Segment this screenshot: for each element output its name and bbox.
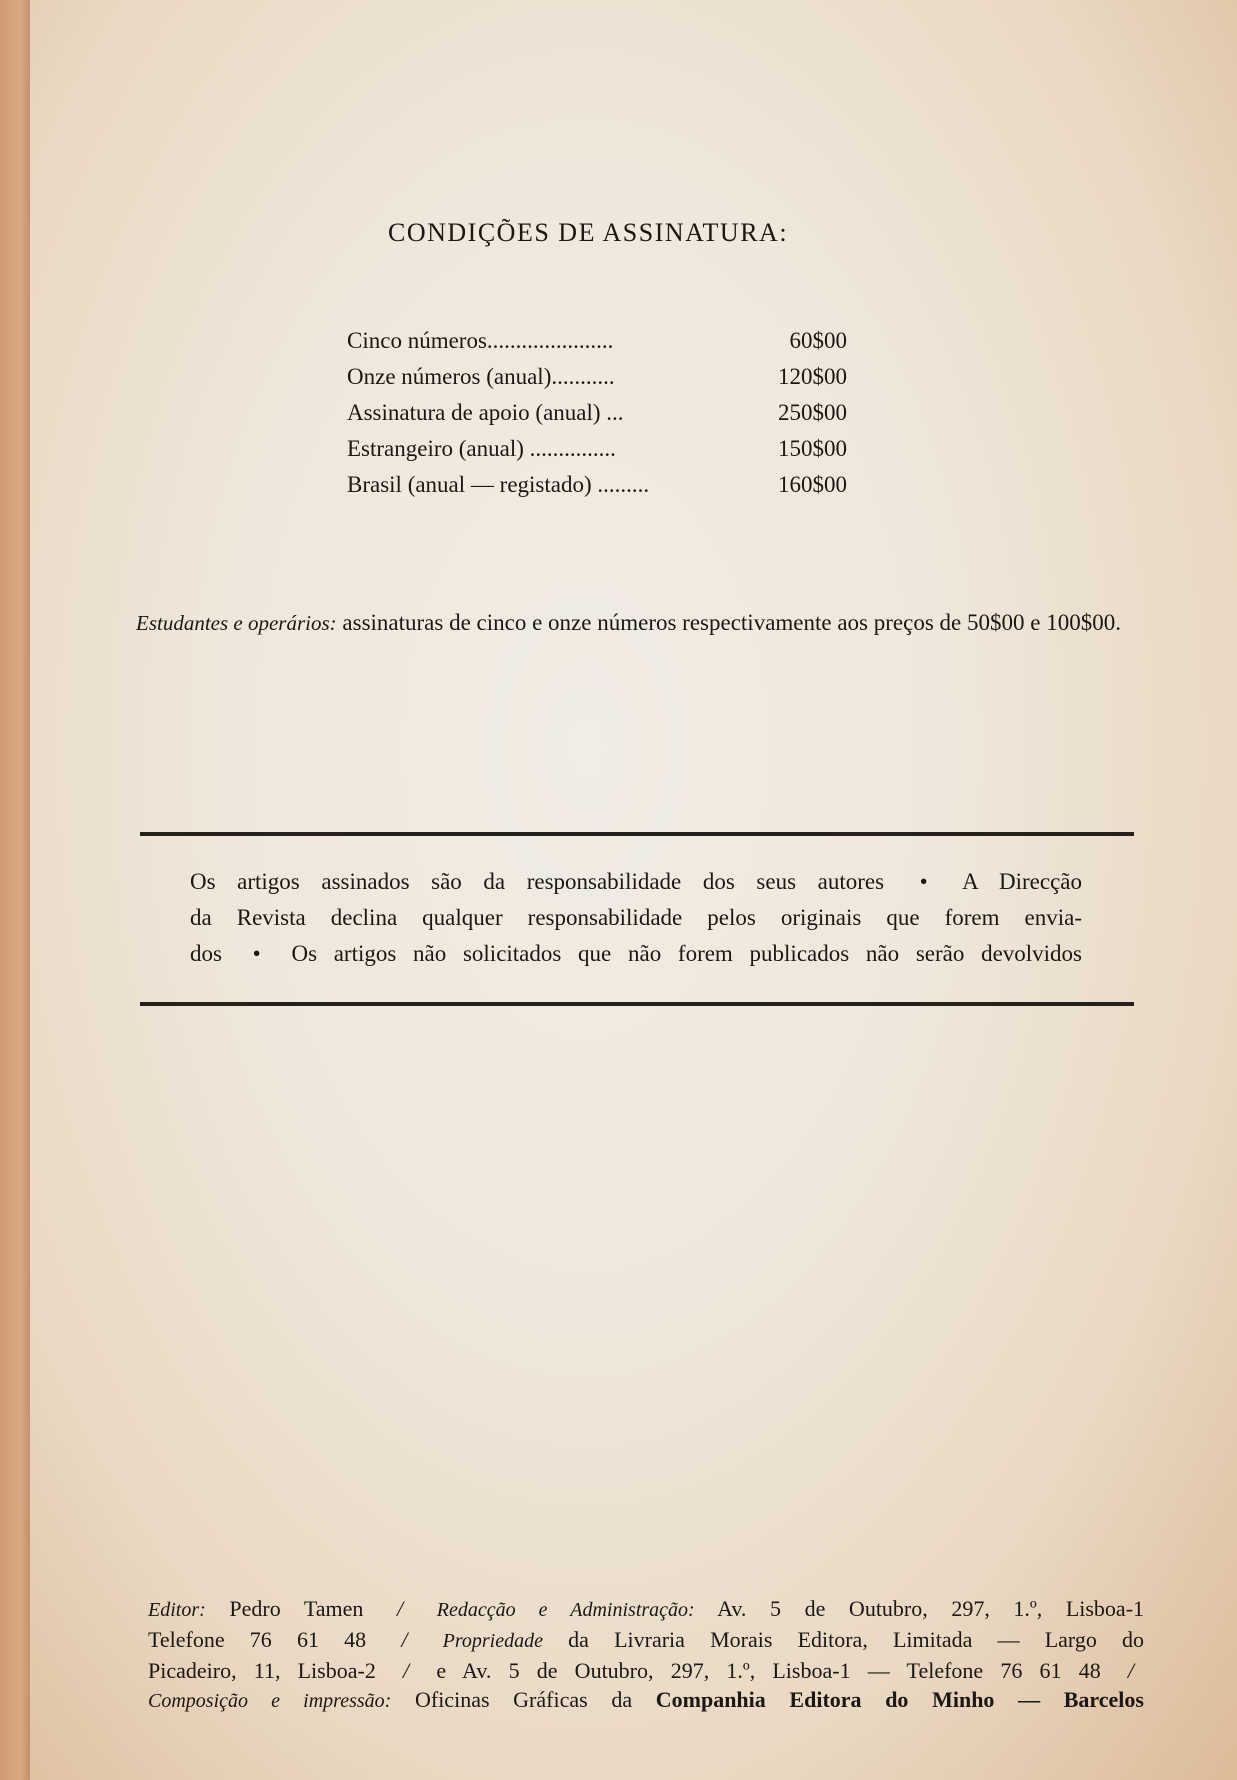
editor-name: Pedro Tamen [229, 1596, 364, 1621]
notice-text: dos [190, 941, 222, 966]
editorial-notice [190, 864, 1082, 972]
address-text: Picadeiro, 11, Lisboa-2 [148, 1658, 376, 1683]
price-row [347, 472, 847, 508]
student-discount-text: assinaturas de cinco e onze números respectivamente aos preços de 50$00 e 100$00. [342, 610, 1121, 635]
price-row [347, 436, 847, 472]
price-value: 160$00 [778, 472, 847, 497]
price-label: Brasil (anual — registado) ......... [347, 472, 650, 497]
imprint-line-4 [148, 1685, 1144, 1716]
telefone-text: Telefone 76 61 48 [148, 1627, 367, 1652]
page-title: CONDIÇÕES DE ASSINATURA: [388, 218, 789, 247]
slash-separator: / [397, 1596, 404, 1621]
bullet-separator: • [919, 869, 928, 894]
imprint-block [148, 1594, 1144, 1716]
document-page [30, 0, 1237, 1780]
price-label: Estrangeiro (anual) ............... [347, 436, 616, 461]
price-row [347, 328, 847, 364]
redaccao-label: Redacção e Administração: [436, 1599, 695, 1621]
student-discount-paragraph [136, 606, 1135, 640]
top-divider-rule [140, 832, 1134, 836]
price-value: 120$00 [778, 364, 847, 389]
slash-separator: / [401, 1627, 408, 1652]
propriedade-label: Propriedade [442, 1630, 543, 1652]
price-value: 60$00 [789, 328, 847, 353]
address-text: e Av. 5 de Outubro, 297, 1.º, Lisboa-1 — Telefone 76 61 48 [436, 1658, 1101, 1683]
price-label: Assinatura de apoio (anual) ... [347, 400, 624, 425]
student-discount-lead: Estudantes e operários: [136, 611, 337, 635]
price-label: Onze números (anual)........... [347, 364, 615, 389]
imprint-line-3 [148, 1656, 1144, 1685]
redaccao-address: Av. 5 de Outubro, 297, 1.º, Lisboa-1 [717, 1596, 1145, 1621]
subscription-price-table [347, 328, 847, 508]
notice-text: Os artigos não solicitados que não forem publicados não serão devolvidos [291, 941, 1083, 966]
price-row [347, 364, 847, 400]
slash-separator: / [403, 1658, 410, 1683]
price-value: 150$00 [778, 436, 847, 461]
book-spine-edge [0, 0, 34, 1780]
price-value: 250$00 [778, 400, 847, 425]
composicao-text: Oficinas Gráficas da [414, 1687, 633, 1712]
imprint-line-2 [148, 1625, 1144, 1656]
bottom-divider-rule [140, 1002, 1134, 1006]
price-row [347, 400, 847, 436]
price-label: Cinco números...................... [347, 328, 614, 353]
notice-text: A Direcção [962, 869, 1082, 894]
company-name: Companhia Editora do Minho — Barcelos [655, 1687, 1144, 1712]
notice-line-2: da Revista declina qualquer responsabilidade pelos originais que forem envia- [190, 905, 1082, 930]
editor-label: Editor: [148, 1599, 206, 1621]
notice-text: Os artigos assinados são da responsabilidade dos seus autores [190, 869, 885, 894]
propriedade-text: da Livraria Morais Editora, Limitada — Largo do [568, 1627, 1145, 1652]
imprint-line-1 [148, 1594, 1144, 1625]
composicao-label: Composição e impressão: [148, 1690, 392, 1712]
slash-separator: / [1127, 1658, 1135, 1683]
bullet-separator: • [252, 941, 261, 966]
notice-line-3 [190, 936, 1082, 972]
notice-line-1 [190, 864, 1082, 900]
